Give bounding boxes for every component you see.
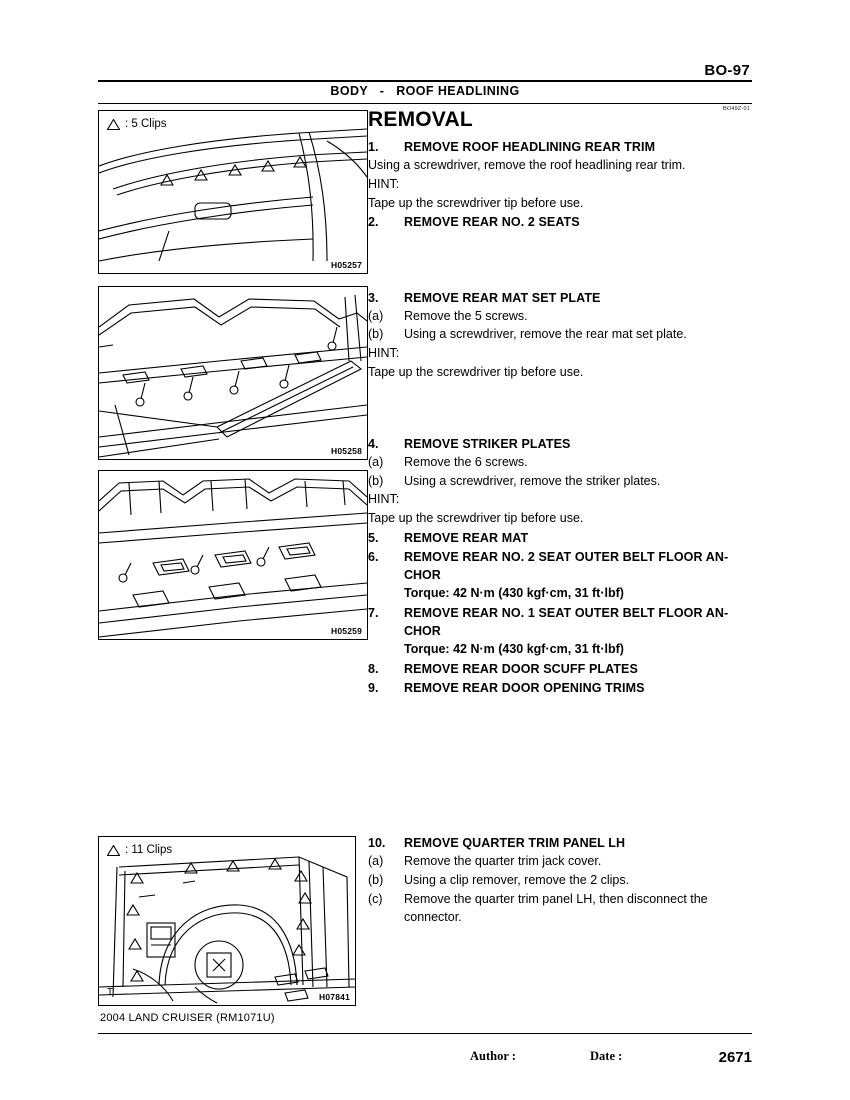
step-6-number: 6. [368, 549, 379, 564]
step-6-heading-continued: CHOR [404, 568, 441, 582]
step-1-number: 1. [368, 140, 379, 154]
step-3 [368, 289, 758, 382]
footer-date-label: Date : [590, 1049, 623, 1063]
step-3-sub-a-text: Remove the 5 screws. [404, 308, 528, 323]
figure-quarter-trim-panel-lh [98, 836, 356, 1006]
step-4-hint-text: Tape up the screwdriver tip before use. [368, 511, 584, 525]
step-4-sub-a [368, 453, 758, 472]
step-8 [368, 660, 758, 678]
figure-3-id: H05259 [331, 626, 362, 636]
step-1-line-1: Using a screwdriver, remove the roof headlining rear trim. [368, 158, 686, 173]
header-rule-bottom [98, 103, 752, 104]
figure-4-illustration [99, 837, 355, 1005]
step-7-number: 7. [368, 605, 379, 620]
step-7 [368, 604, 758, 659]
step-10-sub-b [368, 871, 758, 890]
figure-4-id: H07841 [319, 992, 350, 1002]
step-10-sub-c [368, 890, 758, 909]
figure-4-clip-note [107, 844, 172, 856]
figure-1-id: H05257 [331, 260, 362, 270]
step-7-heading: REMOVE REAR NO. 1 SEAT OUTER BELT FLOOR AN- [404, 605, 729, 620]
step-3-sub-a-label: (a) [368, 308, 384, 323]
step-10-sub-a-text: Remove the quarter trim jack cover. [404, 854, 602, 869]
document-reference-code: BO49Z-01 [723, 106, 750, 112]
step-10-sub-c-continued [368, 908, 758, 927]
step-1 [368, 138, 758, 212]
step-2-heading: REMOVE REAR NO. 2 SEATS [404, 215, 580, 230]
step-2-number: 2. [368, 215, 379, 230]
footer-rule [98, 1033, 752, 1034]
step-9-heading: REMOVE REAR DOOR OPENING TRIMS [404, 681, 645, 695]
step-4-sub-a-label: (a) [368, 454, 384, 469]
step-5-heading: REMOVE REAR MAT [404, 530, 529, 545]
step-3-heading: REMOVE REAR MAT SET PLATE [404, 290, 601, 305]
step-6-heading: REMOVE REAR NO. 2 SEAT OUTER BELT FLOOR AN- [404, 549, 729, 564]
step-5 [368, 529, 758, 547]
step-3-number: 3. [368, 290, 379, 305]
header-separator: - [379, 84, 385, 98]
step-3-sub-b-text: Using a screwdriver, remove the rear mat set plate. [404, 327, 687, 342]
step-2 [368, 213, 758, 231]
step-6-torque: Torque: 42 N·m (430 kgf·cm, 31 ft·lbf) [404, 586, 624, 601]
step-4-number: 4. [368, 436, 379, 451]
header-section: BODY [330, 84, 368, 98]
step-1-hint-label: HINT: [368, 176, 400, 191]
step-9-number: 9. [368, 681, 379, 695]
step-10-heading: REMOVE QUARTER TRIM PANEL LH [404, 836, 626, 850]
step-10-sub-b-text: Using a clip remover, remove the 2 clips. [404, 872, 630, 887]
step-10-sub-b-label: (b) [368, 872, 384, 887]
step-9 [368, 679, 758, 697]
step-4-hint-label: HINT: [368, 492, 400, 507]
step-10-sub-c-text: Remove the quarter trim panel LH, then disconnect the [404, 891, 708, 906]
figure-1-note-text: : 5 Clips [125, 118, 167, 130]
step-3-sub-b [368, 325, 758, 344]
footer-model: 2004 LAND CRUISER (RM1071U) [100, 1012, 275, 1024]
step-10-number: 10. [368, 836, 386, 850]
step-4-heading: REMOVE STRIKER PLATES [404, 436, 571, 451]
step-3-sub-a [368, 307, 758, 326]
figure-2-illustration [99, 287, 367, 459]
triangle-icon [107, 845, 120, 856]
step-3-hint-label: HINT: [368, 346, 400, 361]
step-4 [368, 435, 758, 528]
page-code: BO-97 [704, 62, 750, 79]
figure-3-illustration [99, 471, 367, 639]
step-5-number: 5. [368, 530, 379, 545]
header-subsection: ROOF HEADLINING [396, 84, 520, 98]
step-3-sub-b-label: (b) [368, 327, 384, 342]
procedure-content [368, 108, 758, 698]
step-10-sub-c-label: (c) [368, 891, 383, 906]
footer-page-number: 2671 [718, 1049, 752, 1066]
step-4-sub-b-text: Using a screwdriver, remove the striker plates. [404, 473, 661, 488]
step-10-sub-a-label: (a) [368, 854, 384, 869]
step-10-sub-c-cont-text: connector. [404, 910, 462, 925]
step-4-sub-a-text: Remove the 6 screws. [404, 454, 528, 469]
step-4-sub-b [368, 472, 758, 491]
step-3-hint-text: Tape up the screwdriver tip before use. [368, 364, 584, 379]
triangle-icon [107, 119, 120, 130]
step-1-heading: REMOVE ROOF HEADLINING REAR TRIM [404, 140, 656, 154]
step-6 [368, 548, 758, 603]
footer-author-label: Author : [470, 1049, 516, 1063]
step-8-number: 8. [368, 661, 379, 676]
figure-2-id: H05258 [331, 446, 362, 456]
figure-roof-headlining-rear-trim [98, 110, 368, 274]
step-7-torque: Torque: 42 N·m (430 kgf·cm, 31 ft·lbf) [404, 642, 624, 657]
figure-1-illustration [99, 111, 367, 273]
figure-4-note-text: : 11 Clips [125, 844, 173, 856]
step-7-heading-continued: CHOR [404, 624, 441, 638]
step-4-sub-b-label: (b) [368, 473, 384, 488]
step-8-heading: REMOVE REAR DOOR SCUFF PLATES [404, 661, 638, 676]
svg-text:T: T [107, 987, 114, 998]
figure-rear-mat-set-plate [98, 286, 368, 460]
page-title: REMOVAL [368, 108, 473, 131]
procedure-content-step-10 [368, 834, 758, 928]
figure-striker-plates [98, 470, 368, 640]
step-10 [368, 834, 758, 927]
header-breadcrumb [98, 84, 752, 104]
step-1-hint-text: Tape up the screwdriver tip before use. [368, 195, 584, 210]
header-rule-top [98, 80, 752, 82]
figure-1-clip-note [107, 118, 167, 130]
step-10-sub-a [368, 852, 758, 871]
